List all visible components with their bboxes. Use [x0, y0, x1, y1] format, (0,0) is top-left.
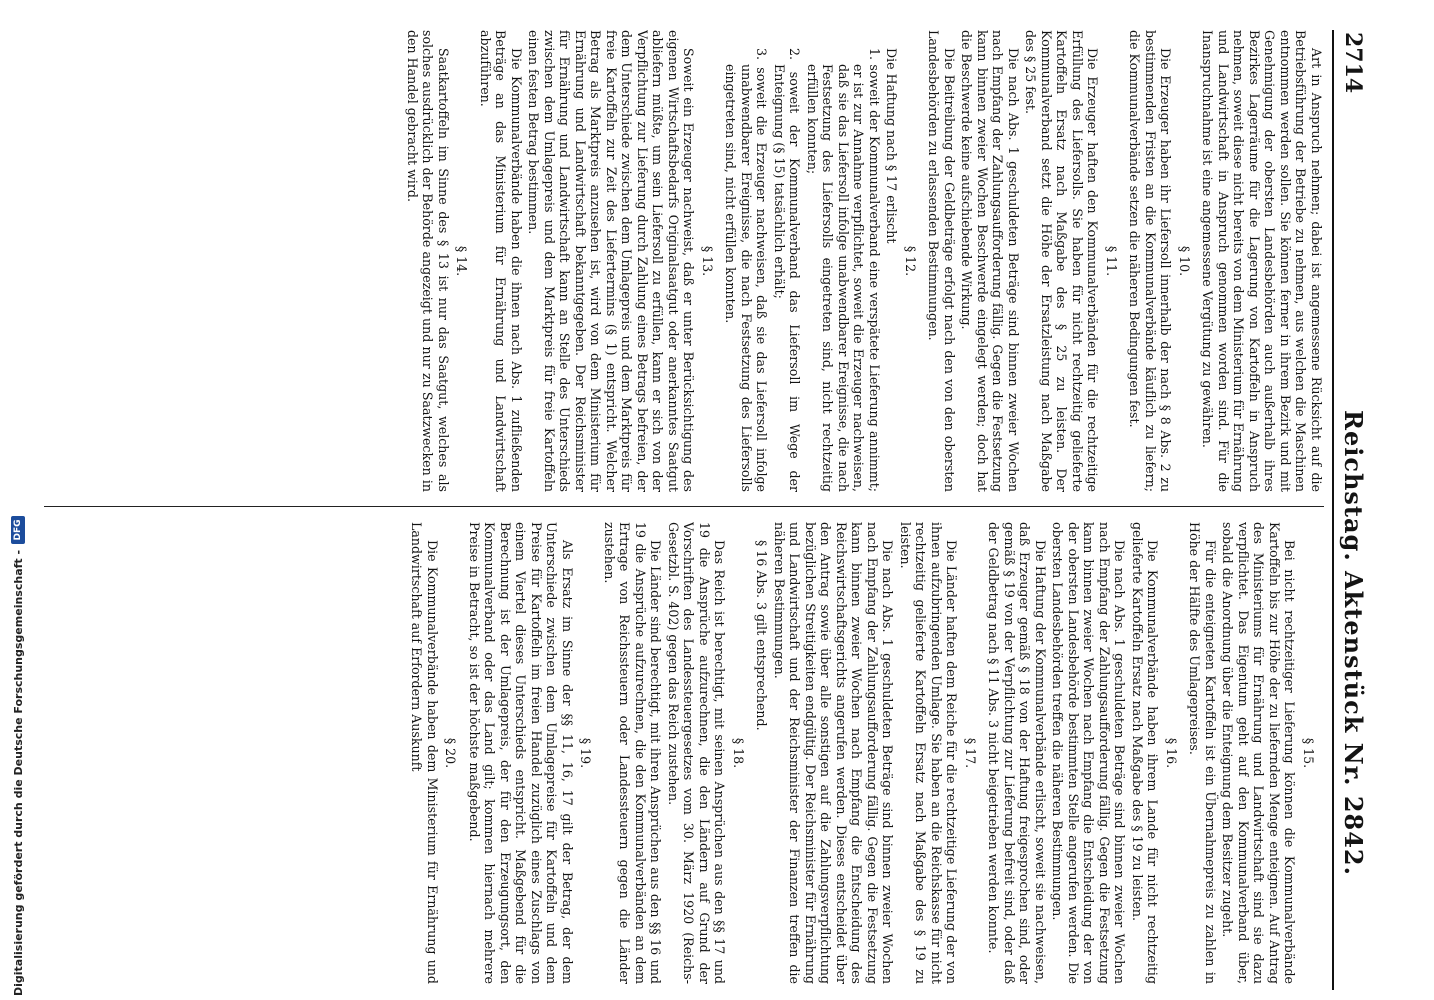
- section-heading: § 19.: [578, 737, 594, 769]
- section-heading: § 16.: [1164, 737, 1179, 769]
- running-head: Reichstag. Aktenstück Nr. 2842.: [1339, 410, 1368, 876]
- page-header: [1332, 30, 1370, 990]
- paragraph: Die nach Abs. 1 geschuldeten Beträge sind binnen zweier Wochen nach Empfang der Zahlungsaufforderung fällig. Gegen die Festsetzung kann binnen zweier Wochen Beschwerde eingelegt werden; doch hat die Beschwerde keine aufschiebende Wirkung.: [959, 30, 1021, 492]
- section-heading: § 18.: [731, 737, 746, 769]
- paragraph: Für die enteigneten Kartoffeln ist ein Übernahmepreis zu zahlen in Höhe der Hälfte des Umlagepreises.: [1187, 522, 1218, 984]
- paragraph: Die nach Abs. 1 geschuldeten Beträge sind binnen zweier Wochen nach Empfang der Zahlungsaufforderung fällig. Gegen die Festsetzung kann binnen zweier Wochen nach Empfang die Entscheidung des Reichswirtschaftsgerichts angerufen werden. Dieses entscheidet über den Antrag sowie über alle sonstigen auf die Zahlungsverpflichtung bezüglichen Streitigkeiten endgültig. Der Reichsminister für Ernährung und Landwirtschaft und der Reichsminister der Finanzen treffen die näheren Bestimmungen.: [772, 522, 896, 984]
- paragraph: Die Haftung der Kommunalverbände erlischt, soweit sie nachweisen, daß Erzeuger gemäß § 18 von der Haftung freigesprochen sind, oder gemäß § 19 von der Verpflichtung zur Lieferung befreit sind, oder daß der Geldbetrag nach § 11 Abs. 3 nicht beigetrieben werden konnte.: [986, 522, 1048, 984]
- list-item: 1. soweit der Kommunalverband eine verspätete Lieferung annimmt; er ist zur Annahme verpflichtet, soweit die Erzeuger nachweisen, daß sie das Liefersoll infolge unabwendbarer Ereignisse, die nach Festsetzung des Liefersolls eingetreten sind, nicht rechtzeitig erfüllen konnten;: [805, 48, 882, 492]
- paragraph: Die Kommunalverbände haben ihrem Lande für nicht rechtzeitig gelieferte Kartoffeln Ersatz nach Maßgabe des § 19 zu leisten.: [1130, 522, 1161, 984]
- paragraph: Art in Anspruch nehmen; dabei ist angemessene Rücksicht auf die Betriebsführung der Betriebe zu nehmen, aus welchen die Maschinen entnommen werden sollen. Sie können ferner in ihrem Bezirk und mit Genehmigung der obersten Landesbehörden auch außerhalb ihres Bezirkes Lagerräume für die Lagerung von Kartoffeln in Anspruch nehmen, soweit diese nicht bereits von dem Ministerium für Ernährung und Landwirtschaft in Anspruch genommen worden sind. Für die Inanspruchnahme ist eine angemessene Vergütung zu gewähren.: [1200, 30, 1324, 492]
- paragraph: Die Haftung nach § 17 erlischt: [884, 48, 900, 244]
- section-heading: § 10.: [1177, 245, 1192, 277]
- section-heading: § 14.: [454, 245, 470, 277]
- section-heading: § 11.: [1104, 245, 1119, 277]
- section-heading: § 12.: [903, 245, 918, 277]
- section-heading: § 13.: [700, 245, 715, 277]
- list-item: 3. soweit die Erzeuger nachweisen, daß sie das Liefersoll infolge unabwendbarer Ereignisse, die nach Festsetzung des Liefersolls eingetreten sind, nicht erfüllen konnten.: [723, 48, 770, 492]
- page-number: 2714: [1340, 32, 1366, 94]
- list-item: 2. soweit der Kommunalverband das Liefersoll im Wege der Enteignung (§ 15) tatsächlich erhält;: [772, 48, 803, 492]
- paragraph: Die Erzeuger haben ihr Liefersoll innerhalb der nach § 8 Abs. 2 zu bestimmenden Fristen an die Kommunalverbände käuflich zu liefern; die Kommunalverbände setzen die näheren Bedingungen fest.: [1127, 30, 1174, 492]
- paragraph: Die Kommunalverbände haben die ihnen nach Abs. 1 zufließenden Beträge an das Ministerium für Ernährung und Landwirtschaft abzuführen.: [478, 30, 524, 492]
- right-column: [34, 522, 1324, 984]
- dfg-logo-icon: DFG: [11, 516, 25, 544]
- paragraph: Bei nicht rechtzeitiger Lieferung können die Kommunalverbände Kartoffeln bis zur Höhe der zu liefernden Menge enteignen. Auf Antrag des Ministeriums für Ernährung und Landwirtschaft sind sie dazu verpflichtet. Das Eigentum geht auf den Kommunalverband über, sobald die Anordnung über die Enteignung dem Besitzer zugeht.: [1220, 522, 1298, 984]
- column-divider: [44, 506, 1324, 507]
- paragraph: Die Länder sind berechtigt, mit ihren Ansprüchen aus den §§ 16 und 19 die Ansprüche aufzurechnen, die den Kommunalverbänden an dem Ertrage von Reichssteuern oder Landessteuern gegen die Länder zustehen.: [602, 522, 664, 984]
- section-heading: § 17.: [963, 737, 978, 769]
- paragraph: Die nach Abs. 1 geschuldeten Beträge sind binnen zweier Wochen nach Empfang der Zahlungsaufforderung fällig. Gegen die Festsetzung kann binnen zweier Wochen nach Empfang die Entscheidung der von der obersten Landesbehörde bestimmten Stelle angerufen werden. Die obersten Landesbehörden treffen die näheren Bestimmungen.: [1050, 522, 1128, 984]
- paragraph: Das Reich ist berechtigt, mit seinen Ansprüchen aus den §§ 17 und 19 die Ansprüche aufzurechnen, die den Ländern auf Grund der Vorschriften des Landessteuergesetzes vom 30. März 1920 (Reichs-Gesetzbl. S. 402) gegen das Reich zustehen.: [666, 522, 728, 984]
- paragraph: Die Länder haften dem Reiche für die rechtzeitige Lieferung der von ihnen aufzubringenden Umlage. Sie haben an die Reichskasse für nicht rechtzeitig gelieferte Kartoffeln Ersatz nach Maßgabe des § 19 zu leisten.: [898, 522, 960, 984]
- left-column: [34, 30, 1324, 492]
- section-heading: § 20.: [443, 737, 459, 769]
- paragraph: Soweit ein Erzeuger nachweist, daß er unter Berücksichtigung des eigenen Wirtschaftsbedarfs Originalsaatgut oder anerkanntes Saatgut abliefern müßte, um sein Liefersoll zu erfüllen, kann er sich von der Verpflichtung zur Lieferung durch Zahlung eines Betrags befreien, der dem Unterschiede zwischen dem Umlagepreis und dem Marktpreis für freie Kartoffeln zur Zeit des Liefertermins (§ 1) entspricht. Welcher Betrag als Marktpreis anzusehen ist, wird von dem Ministerium für Ernährung und Landwirtschaft bekanntgegeben. Der Reichsminister für Ernährung und Landwirtschaft kann an Stelle des Unterschieds zwischen dem Umlagepreis und dem Marktpreis für freie Kartoffeln einen festen Betrag bestimmen.: [526, 30, 697, 492]
- paragraph: Die Kommunalverbände haben dem Ministerium für Ernährung und Landwirtschaft auf Erfordern Auskunft: [409, 522, 440, 984]
- footer-line: [6, 0, 30, 996]
- paragraph: Saatkartoffeln im Sinne des § 13 ist nur das Saatgut, welches als solches ausdrücklich der Behörde angezeigt und nur zu Saatzwecken in den Handel gebracht wird.: [405, 30, 451, 492]
- footer-text: Digitalisierung gefördert durch die Deutsche Forschungsgemeinschaft -: [11, 549, 25, 996]
- document-page: [20, 30, 1370, 990]
- digitization-credit: [0, 0, 30, 1000]
- paragraph: Die Beitreibung der Geldbeträge erfolgt nach den von den obersten Landesbehörden zu erlassenden Bestimmungen.: [926, 30, 957, 492]
- section-heading: § 15.: [1301, 737, 1316, 769]
- paragraph: Als Ersatz im Sinne der §§ 11, 16, 17 gilt der Betrag, der dem Unterschiede zwischen dem Umlagepreise für Kartoffeln und dem Preise für Kartoffeln im freien Handel zuzüglich eines Zuschlags von einem Viertel dieses Unterschieds entspricht. Maßgebend für die Berechnung ist der Umlagepreis, der für den Erzeugungsort, den Kommunalverband oder das Land gilt; kommen hiernach mehrere Preise in Betracht, so ist der höchste maßgebend.: [467, 522, 575, 984]
- paragraph: Die Erzeuger haften den Kommunalverbänden für die rechtzeitige Erfüllung des Liefersolls. Sie haben für nicht rechtzeitig gelieferte Kartoffeln Ersatz nach Maßgabe des § 25 zu leisten. Der Kommunalverband setzt die Höhe der Ersatzleistung nach Maßgabe des § 25 fest.: [1023, 30, 1101, 492]
- paragraph: § 16 Abs. 3 gilt entsprechend.: [754, 540, 770, 731]
